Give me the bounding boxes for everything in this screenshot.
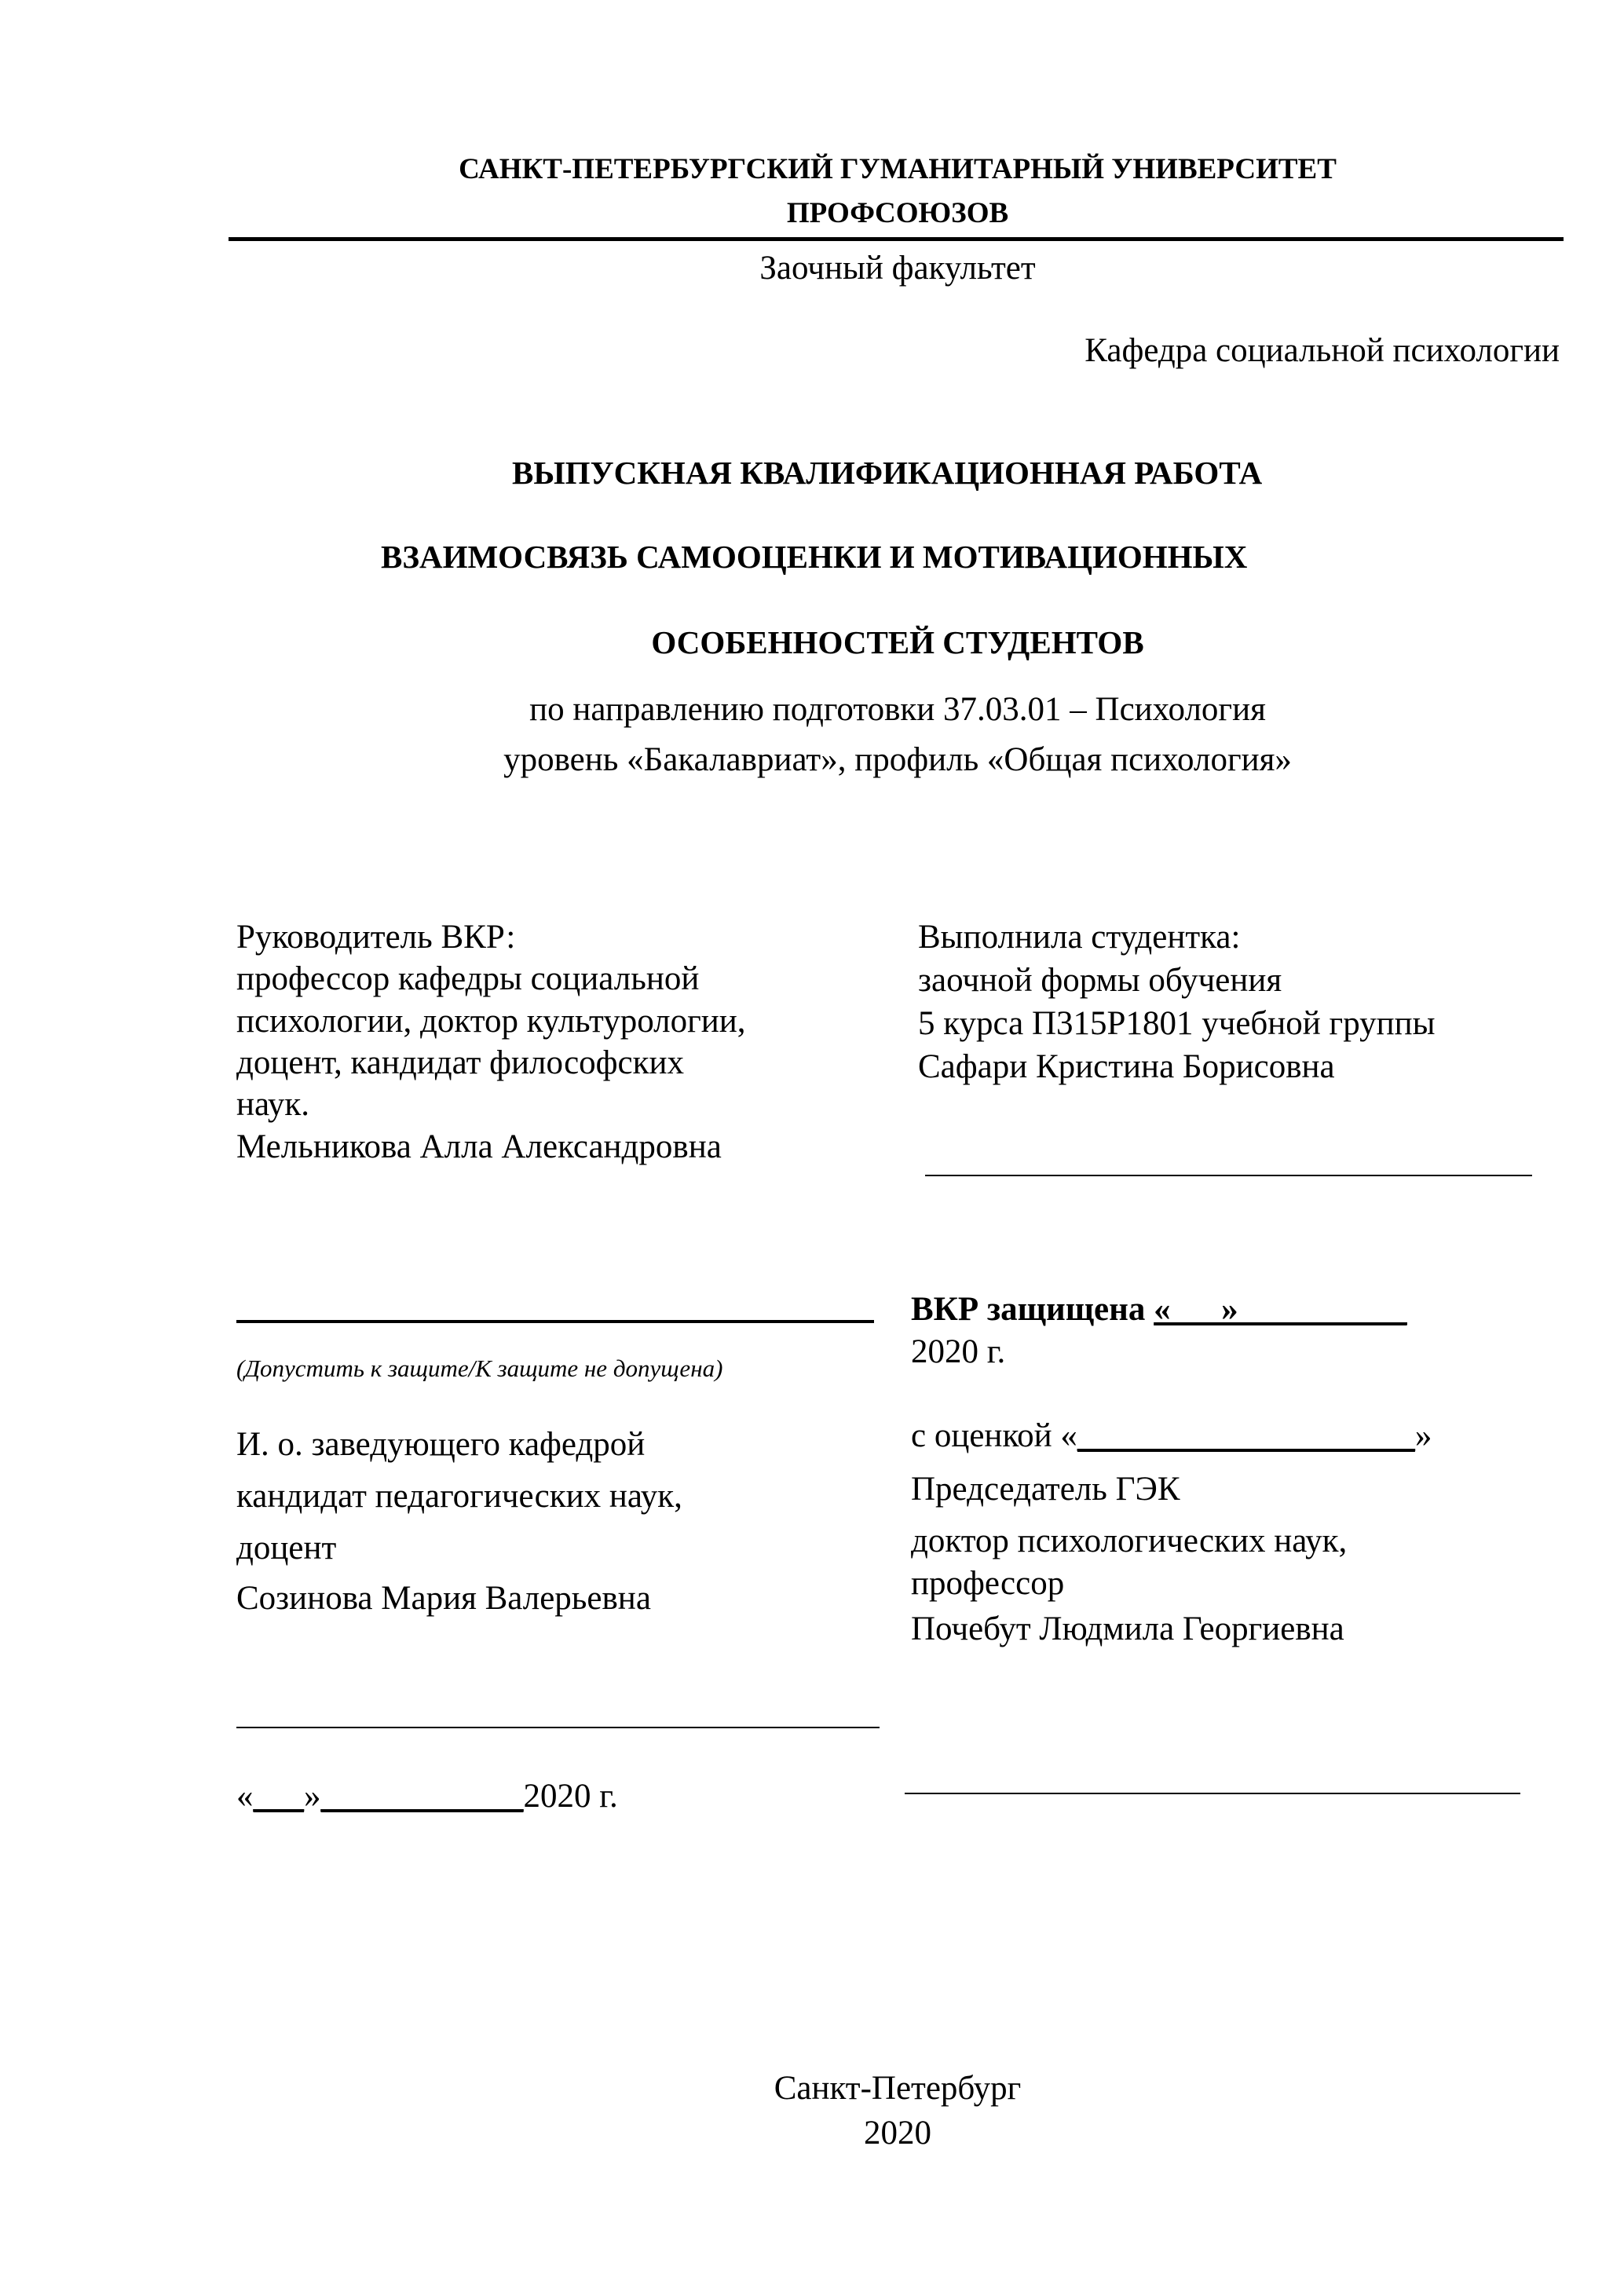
year: 2020: [864, 2115, 931, 2152]
date-year: 2020 г.: [523, 1778, 618, 1815]
chair-signature-line: [905, 1793, 1520, 1794]
university-name-line1: САНКТ-ПЕТЕРБУРГСКИЙ ГУМАНИТАРНЫЙ УНИВЕРСИТЕТ: [459, 153, 1337, 185]
supervisor-line: психологии, доктор культурологии,: [236, 1003, 746, 1040]
supervisor-name: Мельникова Алла Александровна: [236, 1128, 722, 1165]
defense-date-blank: «___»__________: [1154, 1291, 1407, 1328]
chair-line: доктор психологических наук,: [911, 1523, 1348, 1559]
head-line: доцент: [236, 1530, 337, 1567]
header-rule: [229, 237, 1564, 241]
defense-line: [911, 1288, 1407, 1332]
student-line: 5 курса П315Р1801 учебной группы: [918, 1005, 1436, 1042]
supervisor-line: наук.: [236, 1086, 310, 1123]
defense-year: 2020 г.: [911, 1333, 1006, 1370]
admission-note: (Допустить к защите/К защите не допущена): [236, 1355, 723, 1382]
admission-signature-line: [236, 1320, 874, 1323]
head-date-line: [236, 1775, 618, 1819]
supervisor-line: доцент, кандидат философских: [236, 1044, 685, 1081]
head-signature-line: [236, 1727, 880, 1728]
grade-blank: ____________________: [1077, 1417, 1415, 1454]
faculty: Заочный факультет: [759, 250, 1036, 287]
direction: по направлению подготовки 37.03.01 – Психология: [529, 691, 1266, 728]
grade-prefix: с оценкой «: [911, 1417, 1077, 1454]
student-line: заочной формы обучения: [918, 962, 1282, 999]
month-blank: ____________: [320, 1778, 524, 1815]
supervisor-line: Руководитель ВКР:: [236, 919, 516, 956]
city: Санкт-Петербург: [774, 2070, 1022, 2107]
department: Кафедра социальной психологии: [1084, 332, 1560, 369]
level-profile: уровень «Бакалавриат», профиль «Общая психология»: [503, 741, 1292, 778]
supervisor-line: профессор кафедры социальной: [236, 960, 700, 997]
student-line: Выполнила студентка:: [918, 919, 1241, 956]
head-name: Созинова Мария Валерьевна: [236, 1580, 651, 1617]
chair-line: Председатель ГЭК: [911, 1471, 1180, 1508]
chair-line: профессор: [911, 1565, 1065, 1602]
quote-close: »: [304, 1778, 321, 1815]
student-signature-line: [925, 1175, 1532, 1176]
university-name-line2: ПРОФСОЮЗОВ: [786, 197, 1009, 229]
grade-suffix: »: [1414, 1417, 1432, 1454]
work-type: ВЫПУСКНАЯ КВАЛИФИКАЦИОННАЯ РАБОТА: [512, 455, 1263, 491]
chair-name: Почебут Людмила Георгиевна: [911, 1610, 1344, 1647]
topic-line2: ОСОБЕННОСТЕЙ СТУДЕНТОВ: [651, 624, 1144, 660]
topic-line1: ВЗАИМОСВЯЗЬ САМООЦЕНКИ И МОТИВАЦИОННЫХ: [381, 539, 1248, 575]
grade-line: [911, 1414, 1432, 1458]
head-line: И. о. заведующего кафедрой: [236, 1426, 646, 1463]
day-blank: ___: [253, 1778, 304, 1815]
student-name: Сафари Кристина Борисовна: [918, 1048, 1335, 1085]
quote-open: «: [236, 1778, 254, 1815]
head-line: кандидат педагогических наук,: [236, 1478, 682, 1515]
defense-label: ВКР защищена: [911, 1291, 1146, 1328]
